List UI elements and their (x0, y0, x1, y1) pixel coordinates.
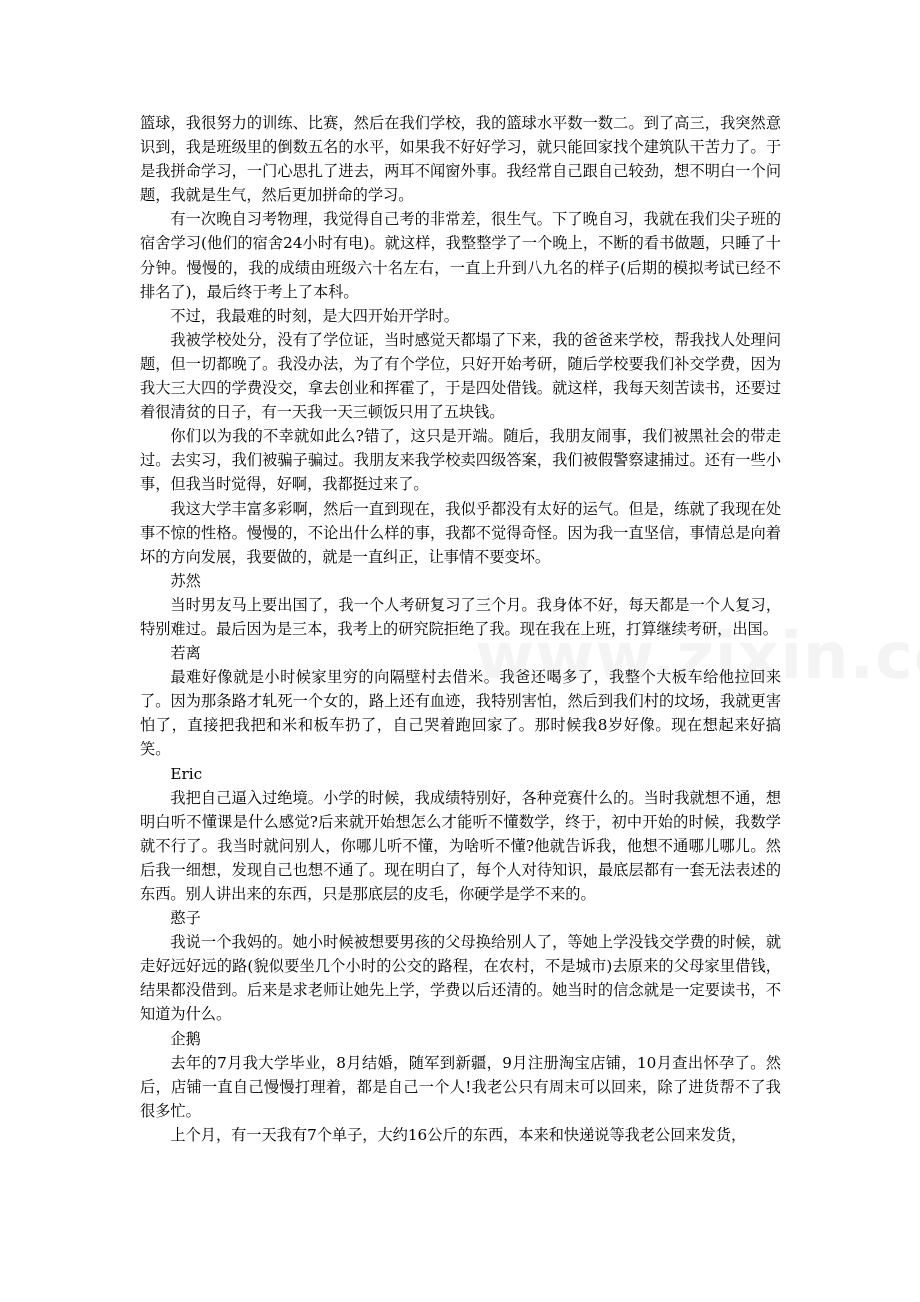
author-name: 企鹅 (170, 1029, 201, 1048)
paragraph: 你们以为我的不幸就如此么?错了，这只是开端。随后，我朋友闹事，我们被黑社会的带走过。去实习，我们被骗子骗过。我朋友来我学校卖四级答案，我们被假警察逮捕过。还有一些小事，但我当时觉得，好啊，我都挺过来了。 (140, 427, 781, 494)
author-name: 苏然 (170, 571, 201, 590)
author-name: 憨子 (170, 909, 201, 928)
paragraph: 上个月，有一天我有7个单子，大约16公斤的东西，本来和快递说等我老公回来发货， (170, 1125, 747, 1144)
paragraph: 我被学校处分，没有了学位证，当时感觉天都塌了下来，我的爸爸来学校，帮我找人处理问题，但一切都晚了。我没办法，为了有个学位，只好开始考研，随后学校要我们补交学费，因为我大三大四的学费没交，拿去创业和挥霍了，于是四处借钱。就这样，我每天刻苦读书，还要过着很清贫的日子，有一天我一天三顿饭只用了五块钱。 (140, 330, 781, 422)
paragraph: 我说一个我妈的。她小时候被想要男孩的父母换给别人了，等她上学没钱交学费的时候，就走好远好远的路(貌似要坐几个小时的公交的路程，在农村，不是城市)去原来的父母家里借钱，结果都没借到。后来是求老师让她先上学，学费以后还清的。她当时的信念就是一定要读书，不知道为什么。 (140, 933, 781, 1024)
paragraph: 去年的7月我大学毕业，8月结婚，随军到新疆，9月注册淘宝店铺，10月查出怀孕了。然后，店铺一直自己慢慢打理着，都是自己一个人!我老公只有周末可以回来，除了进货帮不了我很多忙。 (140, 1053, 781, 1120)
author-name: 若离 (170, 644, 201, 663)
paragraph: 我这大学丰富多彩啊，然后一直到现在，我似乎都没有太好的运气。但是，练就了我现在处事不惊的性格。慢慢的，不论出什么样的事，我都不觉得奇怪。因为我一直坚信，事情总是向着坏的方向发展，我要做的，就是一直纠正，让事情不要变坏。 (140, 499, 781, 566)
paragraph: 篮球，我很努力的训练、比赛，然后在我们学校，我的篮球水平数一数二。到了高三，我突然意识到，我是班级里的倒数五名的水平，如果我不好好学习，就只能回家找个建筑队干苦力了。于是我拼命学习，一门心思扎了进去，两耳不闻窗外事。我经常自己跟自己较劲，想不明白一个问题，我就是生气，然后更加拼命的学习。 (140, 114, 781, 205)
paragraph: 当时男友马上要出国了，我一个人考研复习了三个月。我身体不好，每天都是一个人复习，特别难过。最后因为是三本，我考上的研究院拒绝了我。现在我在上班，打算继续考研，出国。 (140, 595, 781, 638)
paragraph: 最难好像就是小时候家里穷的向隔壁村去借米。我爸还喝多了，我整个大板车给他拉回来了。因为那条路才轧死一个女的，路上还有血迹，我特别害怕，然后到我们村的坟场，我就更害怕了，直接把我把和米和板车扔了，自己哭着跑回家了。那时候我8岁好像。现在想起来好搞笑。 (140, 668, 781, 759)
paragraph: 不过，我最难的时刻，是大四开始开学时。 (170, 306, 459, 325)
author-name: Eric (170, 764, 203, 783)
paragraph: 有一次晚自习考物理，我觉得自己考的非常差，很生气。下了晚自习，我就在我们尖子班的宿舍学习(他们的宿舍24小时有电)。就这样，我整整学了一个晚上，不断的看书做题，只睡了十分钟。慢慢的，我的成绩由班级六十名左右，一直上升到八九名的样子(后期的模拟考试已经不排名了)，最后终于考上了本科。 (140, 210, 781, 301)
document-body (140, 111, 781, 1147)
paragraph: 我把自己逼入过绝境。小学的时候，我成绩特别好，各种竞赛什么的。当时我就想不通，想明白听不懂课是什么感觉?后来就开始想怎么才能听不懂数学，终于，初中开始的时候，我数学就不行了。我当时就问别人，你哪儿听不懂，为啥听不懂?他就告诉我，他想不通哪儿哪儿。然后我一细想，发现自己也想不通了。现在明白了，每个人对待知识，最底层都有一套无法表述的东西。别人讲出来的东西，只是那底层的皮毛，你硬学是学不来的。 (140, 788, 781, 903)
